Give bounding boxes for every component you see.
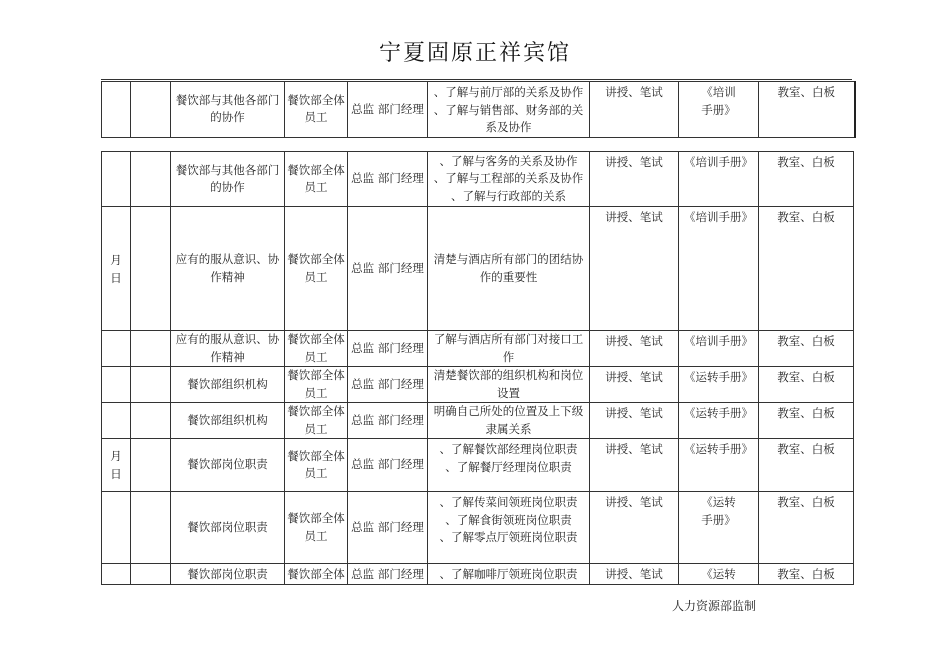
trainer-cell: 总监 部门经理 <box>348 564 428 585</box>
content-cell: 餐饮部组织机构 <box>171 403 285 439</box>
trainer-cell: 总监 部门经理 <box>348 152 428 207</box>
goal-cell: 了解与酒店所有部门对接口工作 <box>428 331 590 367</box>
method-cell: 讲授、笔试 <box>590 207 679 331</box>
goal-cell: 、了解餐饮部经理岗位职责 、了解餐厅经理岗位职责 <box>428 439 590 492</box>
table-row <box>102 207 854 331</box>
method-cell: 讲授、笔试 <box>590 564 679 585</box>
goal-cell: 、了解与客务的关系及协作 、了解与工程部的关系及协作 、了解与行政部的关系 <box>428 152 590 207</box>
method-cell: 讲授、笔试 <box>590 82 679 138</box>
content-cell: 餐饮部岗位职责 <box>171 492 285 564</box>
content-cell: 餐饮部岗位职责 <box>171 439 285 492</box>
date-cell <box>102 152 131 207</box>
location-cell: 教室、白板 <box>759 207 854 331</box>
audience-cell: 餐饮部全体员工 <box>285 82 348 138</box>
date-cell <box>102 564 131 585</box>
footer-note: 人力资源部监制 <box>672 599 757 613</box>
material-cell: 《运转手册》 <box>679 403 759 439</box>
location-cell: 教室、白板 <box>759 82 855 138</box>
goal-cell: 清楚与酒店所有部门的团结协作的重要性 <box>428 207 590 331</box>
audience-cell: 餐饮部全体员工 <box>285 367 348 403</box>
location-cell: 教室、白板 <box>759 492 854 564</box>
content-cell: 餐饮部与其他各部门的协作 <box>171 152 285 207</box>
method-cell: 讲授、笔试 <box>590 152 679 207</box>
table-row <box>102 367 854 403</box>
blank-cell <box>131 367 171 403</box>
date-cell <box>102 492 131 564</box>
method-cell: 讲授、笔试 <box>590 403 679 439</box>
blank-cell <box>131 564 171 585</box>
audience-cell: 餐饮部全体员工 <box>285 331 348 367</box>
material-cell: 《培训手册》 <box>679 331 759 367</box>
content-cell: 应有的服从意识、协作精神 <box>171 331 285 367</box>
goal-cell: 、了解传菜间领班岗位职责 、了解食街领班岗位职责 、了解零点厅领班岗位职责 <box>428 492 590 564</box>
training-schedule-table-part2 <box>101 151 854 585</box>
content-cell: 餐饮部组织机构 <box>171 367 285 403</box>
blank-cell <box>131 439 171 492</box>
trainer-cell: 总监 部门经理 <box>348 207 428 331</box>
method-cell: 讲授、笔试 <box>590 331 679 367</box>
audience-cell: 餐饮部全体员工 <box>285 403 348 439</box>
material-cell: 《运转手册》 <box>679 439 759 492</box>
trainer-cell: 总监 部门经理 <box>348 403 428 439</box>
material-cell: 《运转手册》 <box>679 367 759 403</box>
date-cell <box>102 403 131 439</box>
trainer-cell: 总监 部门经理 <box>348 492 428 564</box>
material-cell: 《培训 手册》 <box>679 82 759 138</box>
location-cell: 教室、白板 <box>759 439 854 492</box>
audience-cell: 餐饮部全体员工 <box>285 439 348 492</box>
blank-cell <box>131 331 171 367</box>
method-cell: 讲授、笔试 <box>590 492 679 564</box>
table-row <box>102 152 854 207</box>
blank-cell <box>131 152 171 207</box>
material-cell: 《运转 手册》 <box>679 492 759 564</box>
goal-cell: 、了解咖啡厅领班岗位职责 <box>428 564 590 585</box>
content-cell: 应有的服从意识、协作精神 <box>171 207 285 331</box>
goal-cell: 清楚餐饮部的组织机构和岗位设置 <box>428 367 590 403</box>
date-cell <box>102 367 131 403</box>
document-title: 宁夏固原正祥宾馆 <box>378 41 571 66</box>
date-cell: 月 日 <box>102 439 131 492</box>
table-row <box>102 82 855 138</box>
training-schedule-table-part1 <box>101 81 856 138</box>
date-cell <box>102 82 131 138</box>
goal-cell: 、了解与前厅部的关系及协作 、了解与销售部、财务部的关系及协作 <box>428 82 590 138</box>
blank-cell <box>131 82 171 138</box>
location-cell: 教室、白板 <box>759 367 854 403</box>
audience-cell: 餐饮部全体员工 <box>285 152 348 207</box>
location-cell: 教室、白板 <box>759 403 854 439</box>
trainer-cell: 总监 部门经理 <box>348 367 428 403</box>
blank-cell <box>131 207 171 331</box>
location-cell: 教室、白板 <box>759 331 854 367</box>
material-cell: 《培训手册》 <box>679 152 759 207</box>
table-top-rule <box>101 79 852 80</box>
method-cell: 讲授、笔试 <box>590 439 679 492</box>
location-cell: 教室、白板 <box>759 564 854 585</box>
blank-cell <box>131 492 171 564</box>
date-cell: 月 日 <box>102 207 131 331</box>
date-cell <box>102 331 131 367</box>
trainer-cell: 总监 部门经理 <box>348 82 428 138</box>
audience-cell: 餐饮部全体 <box>285 564 348 585</box>
table-row <box>102 564 854 585</box>
audience-cell: 餐饮部全体员工 <box>285 492 348 564</box>
material-cell: 《运转 <box>679 564 759 585</box>
table-row <box>102 439 854 492</box>
method-cell: 讲授、笔试 <box>590 367 679 403</box>
blank-cell <box>131 403 171 439</box>
material-cell: 《培训手册》 <box>679 207 759 331</box>
trainer-cell: 总监 部门经理 <box>348 331 428 367</box>
table-row <box>102 492 854 564</box>
goal-cell: 明确自己所处的位置及上下级隶属关系 <box>428 403 590 439</box>
content-cell: 餐饮部岗位职责 <box>171 564 285 585</box>
trainer-cell: 总监 部门经理 <box>348 439 428 492</box>
location-cell: 教室、白板 <box>759 152 854 207</box>
content-cell: 餐饮部与其他各部门的协作 <box>171 82 285 138</box>
table-row <box>102 403 854 439</box>
table-row <box>102 331 854 367</box>
audience-cell: 餐饮部全体员工 <box>285 207 348 331</box>
